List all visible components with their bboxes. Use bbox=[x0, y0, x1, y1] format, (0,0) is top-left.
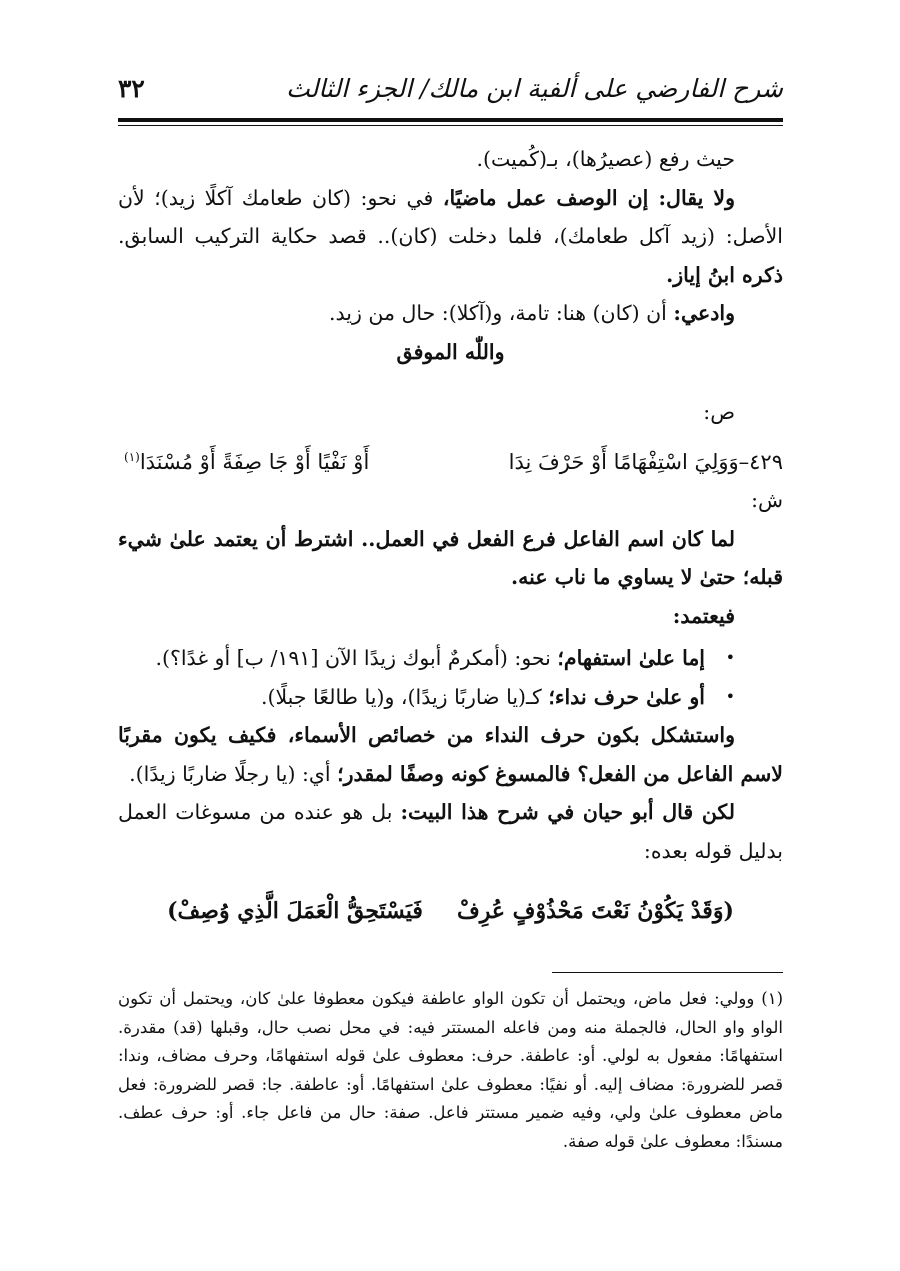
paragraph-2-bold: ولا يقال: إن الوصف عمل ماضيًا، bbox=[442, 185, 735, 210]
header-rule-thick bbox=[118, 118, 783, 122]
footnote bbox=[118, 985, 783, 1157]
quoted-verse bbox=[118, 892, 783, 931]
verse-second-hemistich bbox=[124, 438, 369, 482]
quoted-verse-second: فَيَسْتَحِقُّ الْعَمَلَ الَّذِي وُصِفْ) bbox=[167, 898, 423, 924]
list-item bbox=[118, 639, 783, 678]
paragraph-3-text: أن (كان) هنا: تامة، و(آكلا): حال من زيد. bbox=[328, 301, 674, 325]
verse-429 bbox=[118, 438, 783, 482]
paragraph-6-bold: واستشكل بكون حرف النداء من خصائص الأسماء، فكيف يكون مقربًا لاسم الفاعل من الفعل؟ فالمسوغ كونه وصفًا لمقدر؛ bbox=[118, 723, 783, 786]
verse-first-hemistich: ٤٢٩–وَوَلِيَ اسْتِفْهَامًا أَوْ حَرْفَ نِدَا bbox=[508, 449, 783, 474]
paragraph-7-text: بل هو عنده من مسوغات العمل بدليل قوله بعده: bbox=[118, 800, 783, 863]
paragraph-2 bbox=[118, 179, 783, 295]
main-text bbox=[118, 140, 783, 931]
header-title: شرح الفارضي على ألفية ابن مالك/ الجزء الثالث bbox=[286, 74, 783, 103]
footnote-number: (١) bbox=[761, 989, 783, 1008]
running-header bbox=[118, 68, 783, 116]
paragraph-3 bbox=[118, 294, 783, 333]
list-item bbox=[118, 678, 783, 717]
paragraph-6-text: أي: (يا رجلًا ضاربًا زيدًا). bbox=[129, 761, 338, 786]
paragraph-4: لما كان اسم الفاعل فرع الفعل في العمل.. اشترط أن يعتمد علىٰ شيء قبله؛ حتىٰ لا يساوي ما ناب عنه. bbox=[118, 526, 783, 589]
footnote-separator bbox=[552, 972, 783, 973]
conditions-list bbox=[118, 639, 783, 716]
paragraph-5: فيعتمد: bbox=[672, 603, 735, 628]
closing-phrase: واللّٰه الموفق bbox=[396, 339, 505, 364]
bullet-icon: • bbox=[725, 648, 735, 667]
verse-second-hemistich-text: أَوْ نَفْيًا أَوْ جَا صِفَةً أَوْ مُسْنَدَا bbox=[139, 449, 370, 474]
list-item-text: نحو: (أمكرمٌ أبوك زيدًا الآن [١٩١/ ب] أو غدًا؟). bbox=[155, 646, 558, 670]
list-item-text: كـ(يا ضاربًا زيدًا)، و(يا طالعًا جبلًا). bbox=[260, 684, 549, 709]
paragraph-7-bold: لكن قال أبو حيان في شرح هذا البيت: bbox=[400, 800, 735, 824]
header-rule-thin bbox=[118, 125, 783, 126]
footnote-text: وولي: فعل ماض، ويحتمل أن تكون الواو عاطفة فيكون معطوفا علىٰ كان، ويحتمل أن تكون الواو واو الحال، فالجملة منه ومن فاعله المستتر فيه: في محل نصب حال، وقبلها (قد) مقدرة. استفهامًا: مفعول به لولي. أو: عاطفة. حرف: معطوف علىٰ قوله استفهامًا، وحرف مضاف، وندا: قصر للضرورة: مضاف إليه. أو نفيًا: معطوف علىٰ استفهامًا. أو: عاطفة. جا: قصر للضرورة: فعل ماض معطوف علىٰ ولي، وفيه ضمير مستتر فاعل. صفة: حال من فاعل جاء. أو: حرف عطف. مسندًا: معطوف علىٰ قوله صفة. bbox=[118, 989, 783, 1151]
paragraph-6 bbox=[118, 716, 783, 793]
sad-label: ص: bbox=[703, 400, 735, 424]
paragraph-2-attribution: ذكره ابنُ إياز. bbox=[666, 262, 783, 287]
sharh-label: ش: bbox=[751, 488, 783, 512]
paragraph-2-text: في نحو: (كان طعامك آكلًا زيد)؛ لأن الأصل: (زيد آكل طعامك)، فلما دخلت (كان).. قصد حكاية التركيب السابق. bbox=[118, 185, 783, 248]
paragraph-7 bbox=[118, 793, 783, 870]
bullet-icon: • bbox=[725, 686, 735, 706]
paragraph-1: حيث رفع (عصيرُها)، بـ(كُميت). bbox=[476, 147, 735, 171]
quoted-verse-first: (وَقَدْ يَكُوْنُ نَعْتَ مَحْذُوْفٍ عُرِفْ bbox=[456, 898, 734, 924]
list-item-bold: إما علىٰ استفهام؛ bbox=[557, 646, 705, 670]
footnote-reference: (١) bbox=[124, 449, 140, 464]
list-item-bold: أو علىٰ حرف نداء؛ bbox=[548, 684, 705, 709]
paragraph-3-bold: وادعي: bbox=[673, 301, 735, 325]
page-number: ٣٢ bbox=[118, 74, 145, 103]
